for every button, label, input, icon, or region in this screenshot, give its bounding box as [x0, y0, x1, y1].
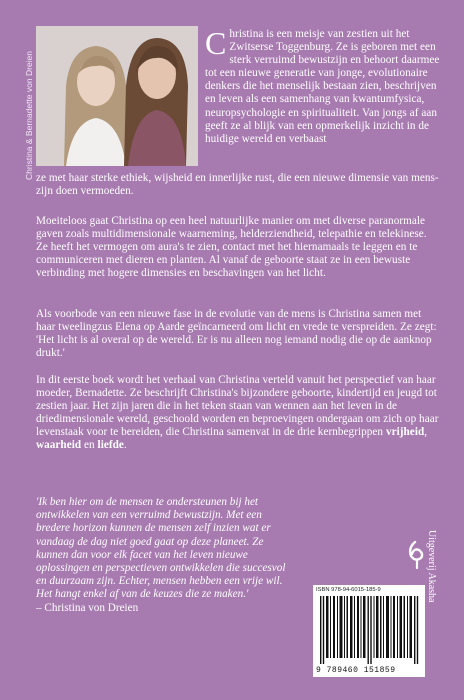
- keyword-love: liefde: [97, 439, 124, 452]
- book-summary-paragraph: In dit eerste boek wordt het verhaal van Christina verteld vanuit het perspectief van haar moeder, Bernadette. Ze beschrijft Christina's bijzondere geboorte, kindertijd en jeugd tot zestien jaar. Het zijn jaren die in het teken staan van wennen aan het leven in de driedimensionale wereld, geschoold worden en beproevingen ondergaan om zich op haar levenstaak voor te bereiden, die Christina samenvat in de drie kernbegrippen vrijheid, waarheid en liefde.: [36, 374, 439, 452]
- intro-paragraph-continued: ze met haar sterke ethiek, wijsheid en innerlijke rust, die een nieuwe dimensie van mens-zijn doen vermoeden.: [36, 172, 439, 198]
- keyword-freedom: vrijheid: [385, 426, 425, 439]
- publisher-name: Uitgeverij Akasha: [426, 530, 437, 603]
- keyword-truth: waarheid: [36, 439, 82, 452]
- quote-author: – Christina von Dreien: [36, 601, 139, 614]
- spine-author-text: Christina & Bernadette von Dreien: [24, 51, 34, 180]
- quote-text: 'Ik ben hier om de mensen te ondersteunen bij het ontwikkelen van een verruimd bewustzijn. Met een bredere horizon kunnen de mensen zelf inzien wat er vandaag de dag niet goed gaat op deze planeet. Ze kunnen dan voor elk facet van het leven nieuwe oplossingen en perspectieven ontwikkelen die succesvol en duurzaam zijn. Echter, mensen hebben een vrije wil. Het hangt enkel af van de keuzes die ze maken.': [36, 496, 286, 601]
- mission-paragraph: Als voorbode van een nieuwe fase in de evolutie van de mens is Christina samen met haar tweelingzus Elena op Aarde geïncarneerd om licht en vrede te verspreiden. Ze zegt: 'Het licht is al overal op de wereld. Er is nu alleen nog iemand nodig die op de aanknop drukt.': [36, 308, 437, 360]
- publisher-logo: [405, 540, 425, 570]
- author-quote: [36, 496, 294, 615]
- intro-paragraph-text: hristina is een meisje van zestien uit het Zwitserse Toggenburg. Ze is geboren met een sterk verruimd bewustzijn en behoort daarmee tot een nieuwe generatie van jonge, evolutionaire denkers die het menselijk bestaan zien, beschrijven en leven als een samenhang van kwantumfysica, neuropsychologie en spiritualiteit. Van jongs af aan geeft ze al blijk van een opmerkelijk inzicht in de huidige wereld en verbaast: [205, 28, 440, 145]
- summary-and: en: [84, 439, 95, 452]
- barcode-number: 9 789460 151859: [316, 666, 396, 675]
- isbn-label: ISBN 978-94-6015-185-9: [316, 587, 381, 593]
- summary-text: In dit eerste boek wordt het verhaal van Christina verteld vanuit het perspectief van haar moeder, Bernadette. Ze beschrijft Christina's bijzondere geboorte, kindertijd en jeugd tot zestien jaar. Het zijn jaren die in het teken staan van wennen aan het leven in de driedimensionale wereld, geschoold worden en beproevingen ondergaan om zich op haar levenstaak voor te bereiden, die Christina samenvat in de drie kernbegrippen: [36, 374, 439, 439]
- barcode: [320, 596, 420, 664]
- intro-paragraph: [205, 25, 440, 146]
- dropcap-letter: C: [205, 25, 227, 61]
- gifts-paragraph: Moeiteloos gaat Christina op een heel natuurlijke manier om met diverse paranormale gaven zoals multidimensionale waarneming, helderziendheid, telepathie en telekinese. Ze heeft het vermogen om aura's te zien, contact met het hiernamaals te leggen en te communiceren met dieren en planten. Al vanaf de geboorte staat ze in een bewuste verbinding met hogere dimensies en beschavingen van het licht.: [36, 215, 427, 280]
- author-photo: [36, 26, 198, 166]
